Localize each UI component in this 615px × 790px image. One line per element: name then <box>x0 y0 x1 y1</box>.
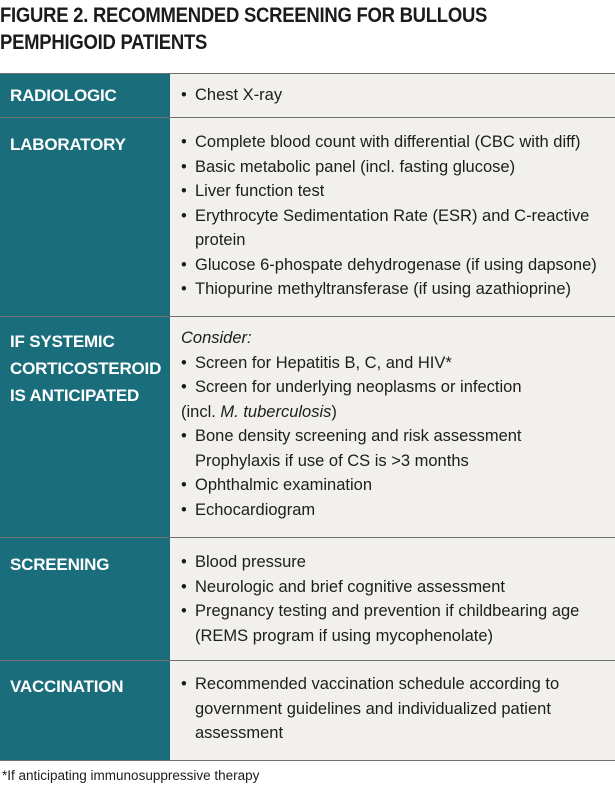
subtext-part: (incl. <box>181 402 221 421</box>
list-item: • Blood pressure <box>181 550 605 575</box>
table-row-screening <box>0 538 615 661</box>
row-label <box>0 74 170 117</box>
row-label-text: RADIOLOGIC <box>10 86 117 105</box>
subtext-part: ) <box>331 402 337 421</box>
list-item: • Basic metabolic panel (incl. fasting glucose) <box>181 155 605 180</box>
list-item: • Echocardiogram <box>181 498 605 523</box>
list-item: • Erythrocyte Sedimentation Rate (ESR) and C-reactive protein <box>181 204 605 253</box>
list-item: • Complete blood count with differential (CBC with diff) <box>181 130 605 155</box>
list-item <box>181 424 605 473</box>
row-label-text: CORTICOSTEROID <box>10 359 162 378</box>
list-item: • Liver function test <box>181 179 605 204</box>
list-item: • Ophthalmic examination <box>181 473 605 498</box>
list-item: • Neurologic and brief cognitive assessment <box>181 575 605 600</box>
figure-title-line-1: FIGURE 2. RECOMMENDED SCREENING FOR BULLOUS <box>0 3 488 27</box>
figure-title <box>0 2 516 56</box>
row-label-text: IS ANTICIPATED <box>10 386 140 405</box>
row-content <box>170 74 615 117</box>
row-label-text: LABORATORY <box>10 135 126 154</box>
row-label-text: VACCINATION <box>10 677 124 696</box>
table-row-laboratory <box>0 118 615 317</box>
list-item-text: • Pregnancy testing and prevention if childbearing age <box>195 602 580 620</box>
footnote: *If anticipating immunosuppressive therapy <box>2 768 260 783</box>
row-content <box>170 317 615 537</box>
list-item <box>181 599 605 648</box>
row-label <box>0 538 170 660</box>
row-content <box>170 661 615 760</box>
row-label-text: SCREENING <box>10 555 110 574</box>
table-row-radiologic <box>0 73 615 118</box>
screening-table <box>0 73 615 761</box>
list-item-subtext <box>181 400 605 425</box>
row-content <box>170 118 615 316</box>
row-label <box>0 661 170 760</box>
list-item-text: • Bone density screening and risk assessment <box>195 427 522 445</box>
list-item-text: • Screen for underlying neoplasms or infection <box>195 378 522 396</box>
row-label-text: IF SYSTEMIC <box>10 332 115 351</box>
row-label <box>0 317 170 537</box>
list-item: • Screen for Hepatitis B, C, and HIV* <box>181 351 605 376</box>
subtext-italic: M. tuberculosis <box>220 402 332 421</box>
list-item-subtext: Prophylaxis if use of CS is >3 months <box>195 451 469 470</box>
list-item-subtext: (REMS program if using mycophenolate) <box>195 626 494 645</box>
list-item: • Thiopurine methyltransferase (if using azathioprine) <box>181 277 605 302</box>
row-label <box>0 118 170 316</box>
table-row-systemic-corticosteroid <box>0 317 615 538</box>
table-row-vaccination <box>0 661 615 761</box>
list-item <box>181 375 605 424</box>
list-item: • Chest X-ray <box>181 83 605 108</box>
figure-title-line-2: PEMPHIGOID PATIENTS <box>0 30 208 54</box>
consider-label: Consider: <box>181 329 252 347</box>
list-item: • Glucose 6-phospate dehydrogenase (if using dapsone) <box>181 253 605 278</box>
row-content <box>170 538 615 660</box>
list-item: • Recommended vaccination schedule according to government guidelines and individualized patient assessment <box>181 672 605 746</box>
